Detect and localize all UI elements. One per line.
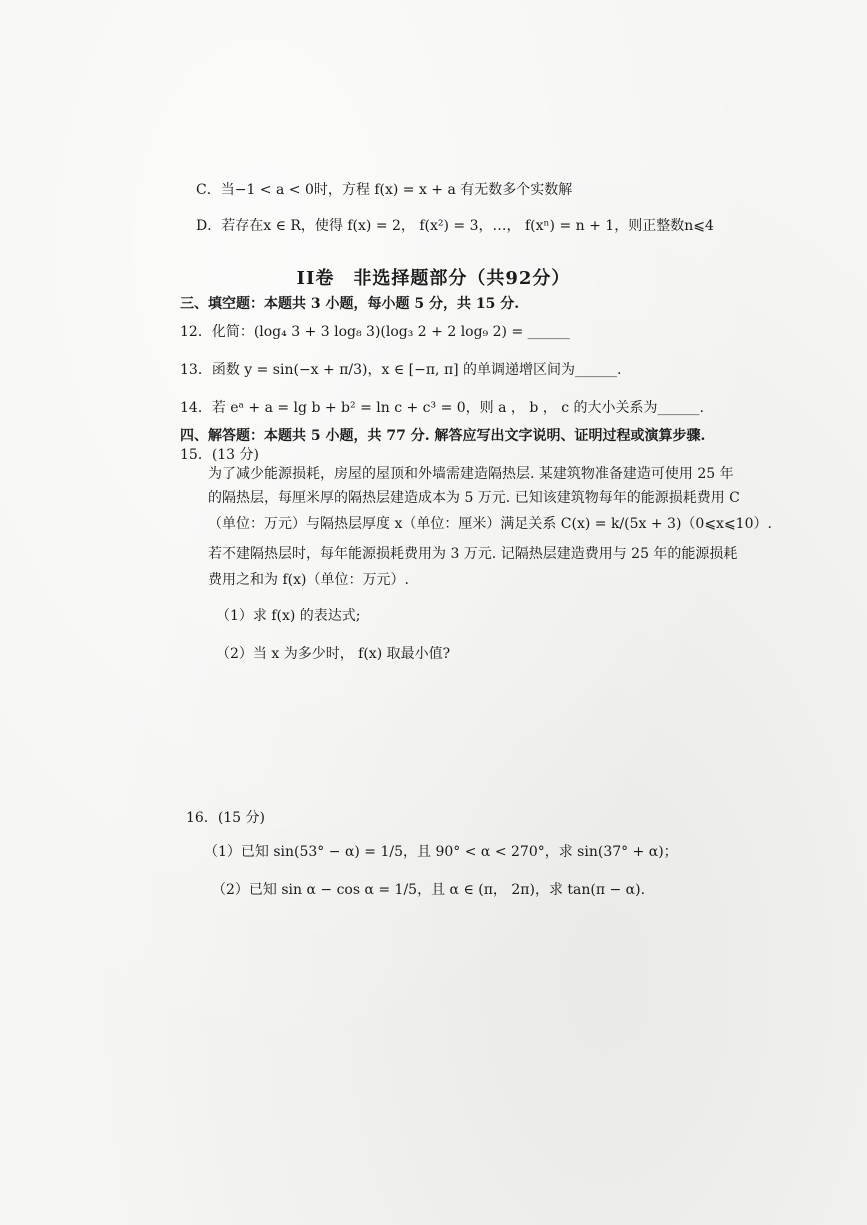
question-14: 14．若 eᵃ + a = lg b + b² = ln c + c³ = 0，则 a ， b ， c 的大小关系为______. <box>180 400 704 416</box>
question-16-sub-2: （2）已知 sin α − cos α = 1/5，且 α ∈ (π， 2π)，求 tan(π − α). <box>212 882 646 898</box>
question-16-number: 16．(15 分) <box>186 810 266 826</box>
question-15-sub-2: （2）当 x 为多少时， f(x) 取最小值? <box>216 646 451 662</box>
question-15-sub-1: （1）求 f(x) 的表达式; <box>216 608 361 624</box>
fill-in-heading: 三、填空题：本题共 3 小题，每小题 5 分，共 15 分. <box>180 296 520 312</box>
question-15-text-line-3: （单位：万元）与隔热层厚度 x（单位：厘米）满足关系 C(x) = k/(5x + 3)（0⩽x⩽10）. <box>208 516 772 532</box>
question-15-number: 15．(13 分) <box>180 447 260 463</box>
question-16-sub-1: （1）已知 sin(53° − α) = 1/5，且 90° < α < 270°，求 sin(37° + α)； <box>204 844 678 860</box>
question-15-text-line-1: 为了减少能源损耗，房屋的屋顶和外墙需建造隔热层. 某建筑物准备建造可使用 25 年 <box>208 466 734 482</box>
question-15-text-line-5: 费用之和为 f(x)（单位：万元）. <box>208 572 409 588</box>
answer-heading: 四、解答题：本题共 5 小题，共 77 分. 解答应写出文字说明、证明过程或演算步骤. <box>180 428 706 444</box>
part2-title: II卷 非选择题部分（共92分） <box>296 268 571 289</box>
question-15-text-line-4: 若不建隔热层时，每年能源损耗费用为 3 万元. 记隔热层建造费用与 25 年的能源损耗 <box>208 546 738 562</box>
option-c: C．当−1 < a < 0时，方程 f(x) = x + a 有无数多个实数解 <box>196 182 573 198</box>
question-12: 12．化简：(log₄ 3 + 3 log₈ 3)(log₃ 2 + 2 log₉ 2) = ______ <box>180 324 570 340</box>
question-15-text-line-2: 的隔热层，每厘米厚的隔热层建造成本为 5 万元. 已知该建筑物每年的能源损耗费用 C <box>208 490 740 506</box>
question-13: 13．函数 y = sin(−x + π/3)，x ∈ [−π, π] 的单调递增区间为______. <box>180 362 622 378</box>
option-d: D．若存在x ∈ R，使得 f(x) = 2， f(x²) = 3，…， f(xⁿ) = n + 1，则正整数n⩽4 <box>196 218 714 234</box>
